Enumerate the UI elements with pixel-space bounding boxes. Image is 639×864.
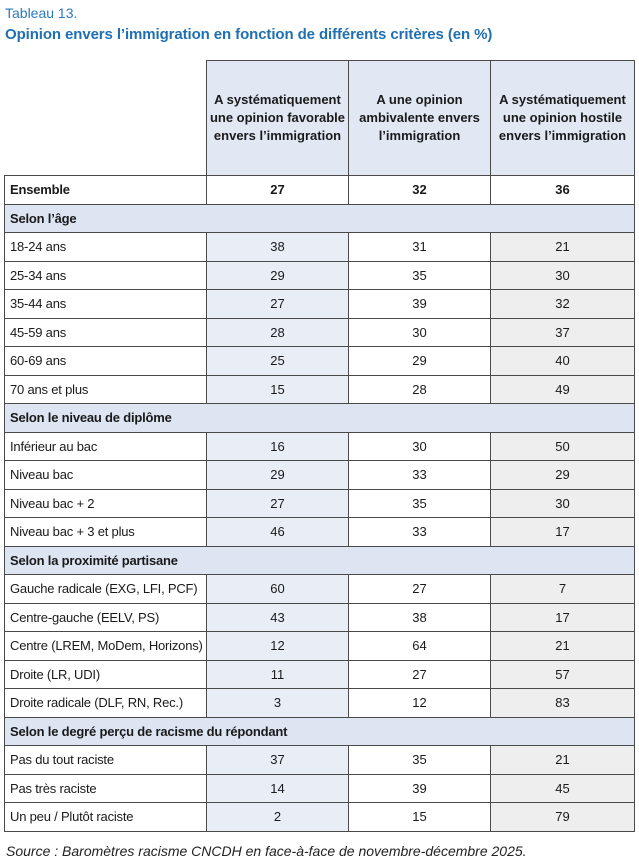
cell-favorable: 46 — [207, 518, 349, 547]
cell-hostile: 21 — [491, 632, 635, 661]
row-label: 60-69 ans — [5, 347, 207, 376]
row-label: Niveau bac + 3 et plus — [5, 518, 207, 547]
cell-hostile: 36 — [491, 176, 635, 205]
cell-ambivalent: 35 — [349, 746, 491, 775]
row-label: Droite (LR, UDI) — [5, 660, 207, 689]
cell-favorable: 27 — [207, 176, 349, 205]
cell-hostile: 30 — [491, 261, 635, 290]
section-title: Selon l’âge — [5, 204, 635, 233]
cell-hostile: 30 — [491, 489, 635, 518]
cell-ambivalent: 12 — [349, 689, 491, 718]
cell-hostile: 29 — [491, 461, 635, 490]
section-header-row — [5, 204, 635, 233]
cell-ambivalent: 35 — [349, 261, 491, 290]
cell-favorable: 28 — [207, 318, 349, 347]
cell-hostile: 79 — [491, 803, 635, 832]
cell-favorable: 27 — [207, 290, 349, 319]
cell-ambivalent: 27 — [349, 660, 491, 689]
table-row — [5, 233, 635, 262]
column-header-ambivalent: A une opinion ambivalente envers l’immigration — [349, 61, 491, 176]
cell-hostile: 50 — [491, 432, 635, 461]
header-row — [5, 61, 635, 176]
cell-favorable: 2 — [207, 803, 349, 832]
table-body — [5, 176, 635, 832]
cell-favorable: 11 — [207, 660, 349, 689]
cell-hostile: 21 — [491, 233, 635, 262]
table-row — [5, 375, 635, 404]
table-row — [5, 261, 635, 290]
table-row — [5, 432, 635, 461]
cell-hostile: 45 — [491, 774, 635, 803]
cell-favorable: 27 — [207, 489, 349, 518]
cell-favorable: 60 — [207, 575, 349, 604]
cell-ambivalent: 39 — [349, 290, 491, 319]
cell-favorable: 43 — [207, 603, 349, 632]
row-label: Pas très raciste — [5, 774, 207, 803]
section-header-row — [5, 404, 635, 433]
row-label: 45-59 ans — [5, 318, 207, 347]
cell-favorable: 16 — [207, 432, 349, 461]
table-row — [5, 803, 635, 832]
header-corner — [5, 61, 207, 176]
section-title: Selon le degré perçu de racisme du répondant — [5, 717, 635, 746]
cell-ambivalent: 38 — [349, 603, 491, 632]
row-label: 35-44 ans — [5, 290, 207, 319]
table-row — [5, 318, 635, 347]
row-label: Inférieur au bac — [5, 432, 207, 461]
cell-favorable: 3 — [207, 689, 349, 718]
table-number: Tableau 13. — [5, 5, 78, 21]
table-row — [5, 461, 635, 490]
ensemble-row — [5, 176, 635, 205]
row-label: Droite radicale (DLF, RN, Rec.) — [5, 689, 207, 718]
row-label: Gauche radicale (EXG, LFI, PCF) — [5, 575, 207, 604]
cell-ambivalent: 30 — [349, 318, 491, 347]
table-row — [5, 575, 635, 604]
cell-hostile: 21 — [491, 746, 635, 775]
row-label: Ensemble — [5, 176, 207, 205]
cell-favorable: 12 — [207, 632, 349, 661]
table-row — [5, 746, 635, 775]
table-row — [5, 689, 635, 718]
cell-favorable: 37 — [207, 746, 349, 775]
table-title: Opinion envers l’immigration en fonction de différents critères (en %) — [5, 26, 493, 43]
cell-hostile: 17 — [491, 518, 635, 547]
cell-favorable: 14 — [207, 774, 349, 803]
cell-ambivalent: 32 — [349, 176, 491, 205]
section-header-row — [5, 546, 635, 575]
table-row — [5, 632, 635, 661]
cell-ambivalent: 27 — [349, 575, 491, 604]
cell-hostile: 17 — [491, 603, 635, 632]
section-title: Selon la proximité partisane — [5, 546, 635, 575]
cell-ambivalent: 39 — [349, 774, 491, 803]
cell-hostile: 40 — [491, 347, 635, 376]
cell-hostile: 57 — [491, 660, 635, 689]
row-label: Centre (LREM, MoDem, Horizons) — [5, 632, 207, 661]
row-label: 25-34 ans — [5, 261, 207, 290]
cell-favorable: 29 — [207, 461, 349, 490]
cell-ambivalent: 31 — [349, 233, 491, 262]
cell-favorable: 38 — [207, 233, 349, 262]
cell-favorable: 25 — [207, 347, 349, 376]
source-note: Source : Baromètres racisme CNCDH en face-à-face de novembre-décembre 2025. — [6, 843, 527, 859]
cell-hostile: 7 — [491, 575, 635, 604]
section-header-row — [5, 717, 635, 746]
row-label: Niveau bac — [5, 461, 207, 490]
table-row — [5, 489, 635, 518]
column-header-hostile: A systématiquement une opinion hostile envers l’immigration — [491, 61, 635, 176]
cell-favorable: 29 — [207, 261, 349, 290]
table-row — [5, 347, 635, 376]
cell-ambivalent: 15 — [349, 803, 491, 832]
cell-ambivalent: 29 — [349, 347, 491, 376]
row-label: 18-24 ans — [5, 233, 207, 262]
cell-ambivalent: 33 — [349, 518, 491, 547]
cell-hostile: 37 — [491, 318, 635, 347]
cell-hostile: 83 — [491, 689, 635, 718]
cell-hostile: 49 — [491, 375, 635, 404]
cell-hostile: 32 — [491, 290, 635, 319]
cell-ambivalent: 64 — [349, 632, 491, 661]
table-row — [5, 774, 635, 803]
row-label: Centre-gauche (EELV, PS) — [5, 603, 207, 632]
row-label: 70 ans et plus — [5, 375, 207, 404]
cell-ambivalent: 28 — [349, 375, 491, 404]
row-label: Un peu / Plutôt raciste — [5, 803, 207, 832]
cell-ambivalent: 30 — [349, 432, 491, 461]
cell-ambivalent: 33 — [349, 461, 491, 490]
table-row — [5, 603, 635, 632]
cell-favorable: 15 — [207, 375, 349, 404]
table-row — [5, 518, 635, 547]
column-header-favorable: A systématiquement une opinion favorable envers l’immigration — [207, 61, 349, 176]
table-row — [5, 660, 635, 689]
row-label: Pas du tout raciste — [5, 746, 207, 775]
section-title: Selon le niveau de diplôme — [5, 404, 635, 433]
row-label: Niveau bac + 2 — [5, 489, 207, 518]
cell-ambivalent: 35 — [349, 489, 491, 518]
opinion-table — [4, 60, 635, 832]
table-row — [5, 290, 635, 319]
